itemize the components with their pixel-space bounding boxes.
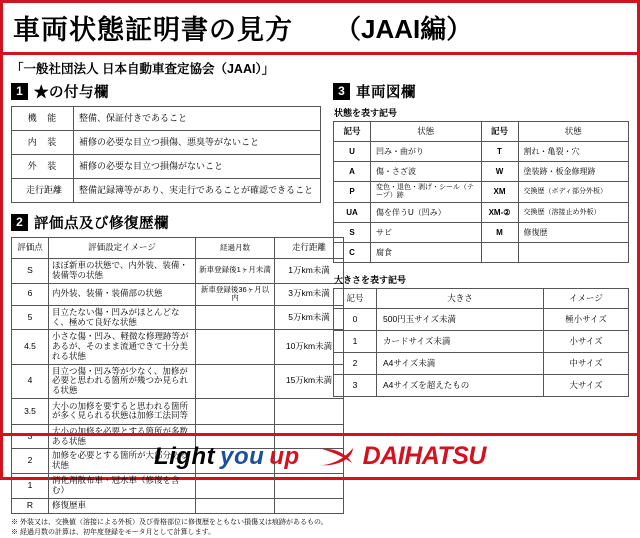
mark-symbol: C [334, 243, 371, 263]
page-title: 車両状態証明書の見方 [13, 15, 293, 45]
criteria-value: 整備記録簿等があり、実走行であることが確認できること [74, 179, 321, 203]
condition-mark-label: 状態を表す記号 [334, 108, 398, 118]
table-row [12, 155, 321, 179]
page-title-suffix: （JAAI編） [335, 14, 473, 44]
eval-point: 5 [12, 305, 49, 330]
size-symbol: 1 [334, 331, 377, 353]
eval-description: 加修を必要とする箇所が大部分ある状態 [49, 449, 196, 474]
mark-description: 傷・さざ波 [371, 162, 482, 182]
eval-description: 大小の加修を要すると思われる箇所が多く見られる状態は加修工法同等 [49, 398, 196, 424]
column-header-size: 大きさ [377, 289, 544, 309]
section3-heading [333, 81, 629, 102]
column-header-condition-1: 状態 [371, 122, 482, 142]
mark-description: 傷を伴うU（凹み） [371, 203, 482, 223]
column-header-symbol-1: 記号 [334, 122, 371, 142]
page-title-bar [3, 3, 637, 55]
column-header-size-symbol: 記号 [334, 289, 377, 309]
mark-symbol: M [481, 223, 518, 243]
eval-months [196, 398, 275, 424]
mark-description: 腐食 [371, 243, 482, 263]
size-description: A4サイズ未満 [377, 353, 544, 375]
slogan [154, 443, 300, 471]
size-symbol: 2 [334, 353, 377, 375]
table-row [12, 330, 344, 364]
mark-symbol: P [334, 182, 371, 203]
section2-title: 評価点及び修復歴欄 [34, 216, 169, 232]
table-row [334, 182, 629, 203]
size-mark-table [333, 288, 629, 397]
criteria-value: 補修の必要な目立つ損傷がないこと [74, 155, 321, 179]
table-row [12, 498, 344, 513]
table-row [334, 331, 629, 353]
note-line: ※ 外装又は、交換値（溶接による外板）及び骨格部位に修復歴をともない損傷又は痕跡があるもの。 [11, 518, 328, 526]
table-row [334, 243, 629, 263]
mark-symbol: A [334, 162, 371, 182]
size-image-label: 大サイズ [544, 375, 629, 397]
eval-description: ほぼ新車の状態で、内外装、装備・装備等の状態 [49, 259, 196, 284]
section2-number: 2 [11, 214, 28, 231]
eval-point: R [12, 498, 49, 513]
condition-mark-table [333, 121, 629, 263]
table-row [334, 162, 629, 182]
eval-months [196, 364, 275, 398]
eval-distance: 5万km未満 [275, 305, 344, 330]
table-row [12, 283, 344, 305]
eval-description: 修復歴車 [49, 498, 196, 513]
mark-symbol: T [481, 142, 518, 162]
eval-description: 消化剤散布車・冠水車（修復を含む） [49, 473, 196, 498]
section3-title: 車両図欄 [356, 85, 416, 101]
eval-description: 大小の加修を必要とする箇所が多数ある状態 [49, 424, 196, 449]
mark-description: サビ [371, 223, 482, 243]
criteria-value: 補修の必要な目立つ損傷、悪臭等がないこと [74, 131, 321, 155]
criteria-key: 走行距離 [12, 179, 74, 203]
criteria-value: 整備、保証付きであること [74, 107, 321, 131]
table-row [12, 473, 344, 498]
size-description: カードサイズ未満 [377, 331, 544, 353]
mark-description: 凹み・曲がり [371, 142, 482, 162]
daihatsu-logo-icon [316, 445, 356, 469]
mark-description: 修復歴 [518, 223, 629, 243]
eval-months [196, 330, 275, 364]
eval-months: 新車登録後36ヶ月以内 [196, 283, 275, 305]
mark-symbol: S [334, 223, 371, 243]
eval-point: 4 [12, 364, 49, 398]
size-mark-label: 大きさを表す記号 [334, 275, 407, 286]
eval-distance: 1万km未満 [275, 259, 344, 284]
eval-description: 内外装、装備・装備部の状態 [49, 283, 196, 305]
page-footer [3, 433, 637, 477]
size-image-label: 極小サイズ [544, 309, 629, 331]
slogan-light: Light [154, 442, 216, 470]
eval-months: 新車登録後1ヶ月未満 [196, 259, 275, 284]
section1-heading [11, 81, 321, 102]
mark-symbol [481, 243, 518, 263]
table-row [12, 305, 344, 330]
table-row [334, 223, 629, 243]
mark-symbol: XM [481, 182, 518, 203]
mark-description [518, 243, 629, 263]
section1-number: 1 [11, 83, 28, 100]
table-header-row [334, 289, 629, 309]
eval-point: 2 [12, 449, 49, 474]
eval-distance: 10万km未満 [275, 330, 344, 364]
table-row [12, 131, 321, 155]
page-subtitle: 「一般社団法人 日本自動車査定協会（JAAI）」 [11, 62, 275, 76]
eval-months [196, 473, 275, 498]
size-description: 500円玉サイズ未満 [377, 309, 544, 331]
mark-symbol: XM-② [481, 203, 518, 223]
column-header-distance: 走行距離 [275, 238, 344, 259]
eval-point: 3.5 [12, 398, 49, 424]
section2-heading [11, 212, 321, 233]
criteria-key: 機 能 [12, 107, 74, 131]
eval-distance: 3万km未満 [275, 283, 344, 305]
section2-notes [11, 518, 328, 538]
column-header-point: 評価点 [12, 238, 49, 259]
mark-symbol: UA [334, 203, 371, 223]
eval-point: 4.5 [12, 330, 49, 364]
mark-description: 塗装跡・板金修理跡 [518, 162, 629, 182]
slogan-you: you [220, 442, 265, 470]
eval-months [196, 498, 275, 513]
table-header-row [334, 122, 629, 142]
criteria-key: 外 装 [12, 155, 74, 179]
table-row [334, 142, 629, 162]
size-description: A4サイズを超えたもの [377, 375, 544, 397]
size-symbol: 0 [334, 309, 377, 331]
table-row [334, 309, 629, 331]
mark-description: 交換歴（ボディ部分外板） [518, 182, 629, 203]
mark-description: 交換歴（溶接止め外板） [518, 203, 629, 223]
eval-description: 小さな傷・凹み、軽微な修理跡等があるが、そのまま流通できて十分美れる状態 [49, 330, 196, 364]
eval-description: 目立たない傷・凹みがほとんどなく、極めて良好な状態 [49, 305, 196, 330]
section1-title: ★の付与欄 [34, 85, 109, 101]
eval-months [196, 305, 275, 330]
table-row [334, 203, 629, 223]
mark-symbol: W [481, 162, 518, 182]
eval-point: 1 [12, 473, 49, 498]
size-image-label: 小サイズ [544, 331, 629, 353]
table-row [12, 398, 344, 424]
column-header-symbol-2: 記号 [481, 122, 518, 142]
brand-logo [316, 442, 486, 471]
mark-description: 割れ・亀裂・穴 [518, 142, 629, 162]
table-row [12, 259, 344, 284]
table-row [12, 364, 344, 398]
mark-description: 変色・退色・剥げ・シール（テープ）跡 [371, 182, 482, 203]
table-row [12, 179, 321, 203]
column-header-image: 評価設定イメージ [49, 238, 196, 259]
eval-description: 目立つ傷・凹み等が少なく、加修が必要と思われる箇所が幾つか見られる状態 [49, 364, 196, 398]
eval-point: 6 [12, 283, 49, 305]
eval-point: 3 [12, 424, 49, 449]
eval-point: S [12, 259, 49, 284]
column-header-size-image: イメージ [544, 289, 629, 309]
column-header-condition-2: 状態 [518, 122, 629, 142]
table-row [12, 107, 321, 131]
size-symbol: 3 [334, 375, 377, 397]
table-row [334, 375, 629, 397]
criteria-key: 内 装 [12, 131, 74, 155]
note-line: ※ 経過月数の計算は、初年度登録をモータ月として計算します。 [11, 528, 216, 536]
mark-symbol: U [334, 142, 371, 162]
slogan-up: up [269, 442, 300, 470]
star-criteria-table [11, 106, 321, 203]
size-image-label: 中サイズ [544, 353, 629, 375]
brand-name: DAIHATSU [362, 442, 486, 470]
table-header-row [12, 238, 344, 259]
column-header-months: 経過月数 [196, 238, 275, 259]
section3-number: 3 [333, 83, 350, 100]
table-row [334, 353, 629, 375]
eval-distance: 15万km未満 [275, 364, 344, 398]
